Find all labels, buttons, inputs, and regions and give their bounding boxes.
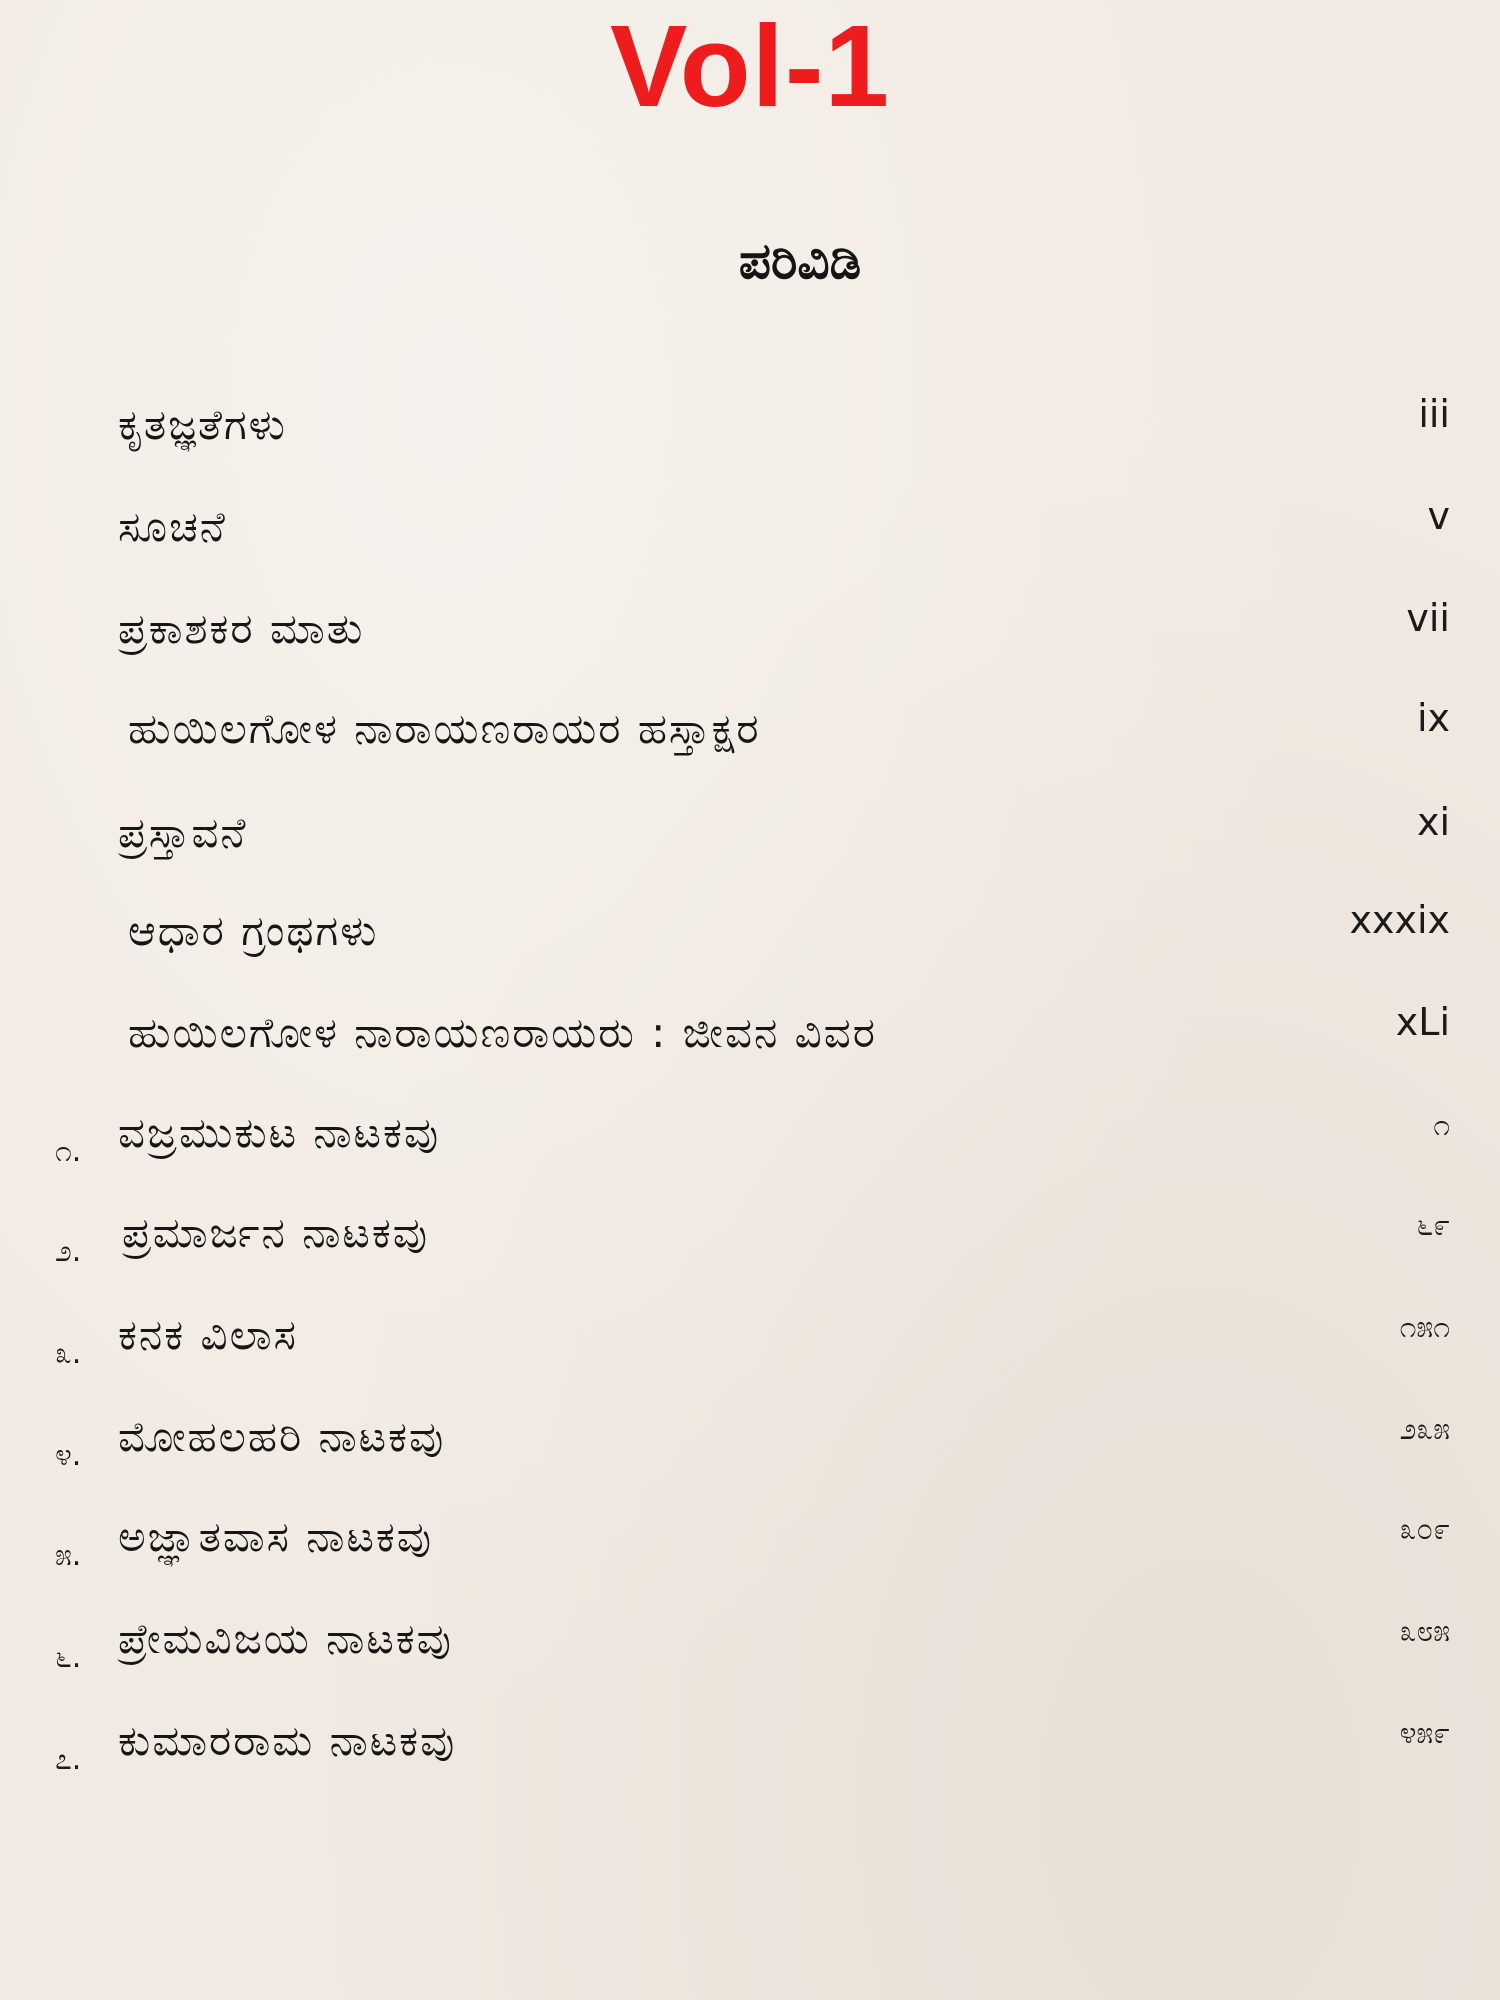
toc-entry-label: ಸೂಚನೆ [118,502,227,551]
toc-chapter-2 [0,1208,1500,1288]
toc-entry-page: xLi [1395,1000,1450,1044]
toc-chapter-number: ೩. [55,1336,82,1371]
toc-entry-label: ಪ್ರಮಾರ್ಜನ ನಾಟಕವು [122,1208,429,1257]
toc-entry-label: ಹುಯಿಲಗೋಳ ನಾರಾಯಣರಾಯರ ಹಸ್ತಾಕ್ಷರ [128,704,761,753]
toc-chapter-5 [0,1512,1500,1592]
toc-entry-preface [0,800,1500,888]
toc-chapter-number: ೧. [55,1134,82,1169]
toc-chapter-number: ೭. [55,1742,82,1777]
toc-chapter-7 [0,1716,1500,1796]
toc-entry-acknowledgements [0,392,1500,480]
toc-entry-biography [0,1000,1500,1088]
toc-entry-page: ೧೫೧ [1399,1310,1450,1345]
toc-entry-page: ೨೩೫ [1399,1412,1450,1447]
toc-entry-label: ಪ್ರಕಾಶಕರ ಮಾತು [118,604,365,653]
toc-entry-handwriting [0,696,1500,784]
toc-chapter-number: ೫. [55,1538,82,1573]
toc-entry-label: ಪ್ರೇಮವಿಜಯ ನಾಟಕವು [118,1614,453,1663]
toc-chapter-4 [0,1412,1500,1492]
toc-entry-page: ೩೮೫ [1399,1614,1450,1649]
contents-title: ಪರಿವಿಡಿ [738,232,862,290]
toc-entry-page: xi [1416,800,1450,844]
toc-chapter-1 [0,1108,1500,1188]
toc-chapter-number: ೬. [55,1640,82,1675]
toc-entry-label: ಪ್ರಸ್ತಾವನೆ [118,808,248,857]
toc-entry-page: ೩೦೯ [1399,1512,1450,1547]
toc-entry-label: ಆಧಾರ ಗ್ರಂಥಗಳು [128,906,379,955]
toc-entry-page: ೧ [1433,1108,1450,1143]
toc-chapter-3 [0,1310,1500,1390]
toc-entry-label: ವಜ್ರಮುಕುಟ ನಾಟಕವು [118,1108,441,1157]
toc-entry-page: ೬೯ [1416,1208,1450,1243]
toc-entry-label: ಕುಮಾರರಾಮ ನಾಟಕವು [118,1716,457,1765]
toc-entry-page: xxxix [1349,898,1450,942]
toc-entry-page: v [1427,494,1450,538]
toc-entry-label: ಮೋಹಲಹರಿ ನಾಟಕವು [118,1412,446,1461]
toc-entry-label: ಹುಯಿಲಗೋಳ ನಾರಾಯಣರಾಯರು : ಜೀವನ ವಿವರ [128,1008,877,1057]
toc-chapter-6 [0,1614,1500,1694]
toc-entry-page: vii [1406,596,1450,640]
toc-entry-page: ೪೫೯ [1399,1716,1450,1751]
volume-label: Vol-1 [610,1,890,131]
toc-entry-page: iii [1418,392,1450,436]
toc-chapter-number: ೨. [55,1234,82,1269]
toc-entry-references [0,898,1500,986]
toc-entry-label: ಕನಕ ವಿಲಾಸ [118,1310,298,1359]
toc-entry-label: ಕೃತಜ್ಞತೆಗಳು [118,400,287,449]
toc-entry-publishers-word [0,596,1500,684]
toc-chapter-number: ೪. [55,1438,82,1473]
toc-entry-label: ಅಜ್ಞಾತವಾಸ ನಾಟಕವು [118,1512,434,1561]
toc-entry-note [0,494,1500,582]
toc-entry-page: ix [1416,696,1450,740]
